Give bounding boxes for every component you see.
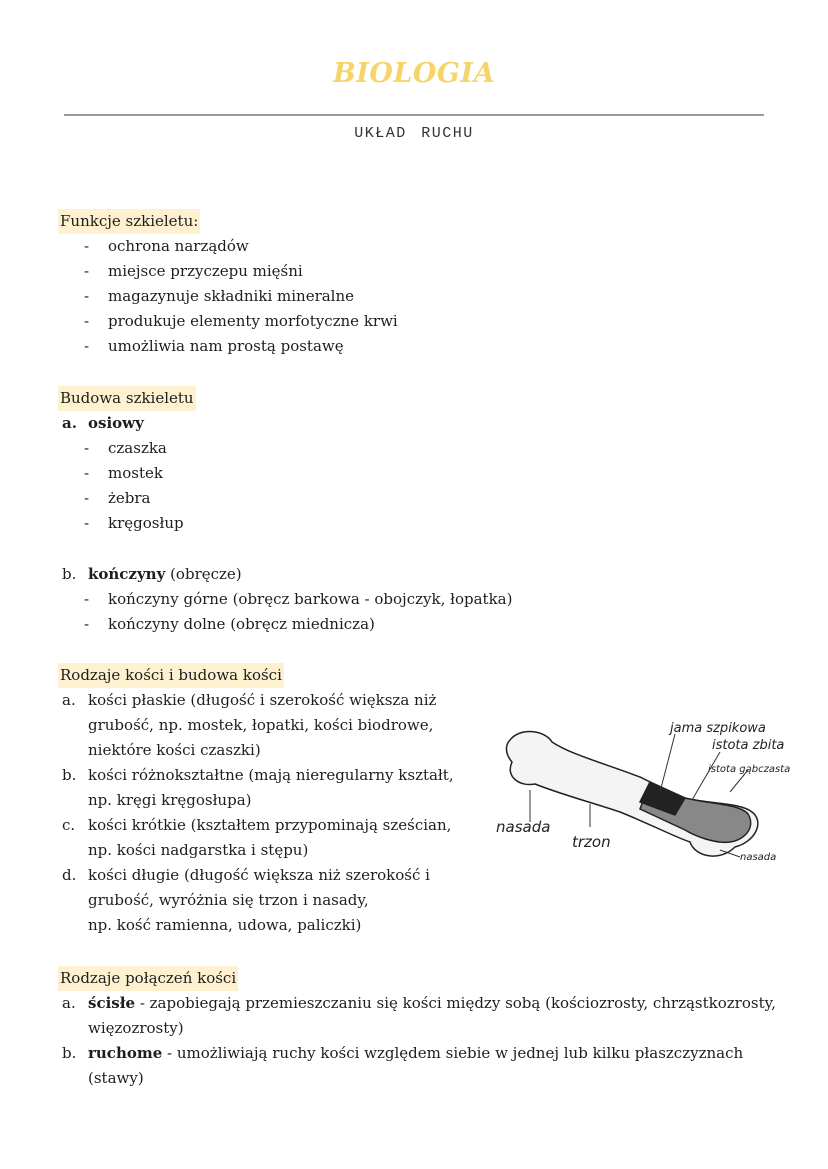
list-item: - miejsce przyczepu mięśni bbox=[84, 262, 303, 280]
svg-text:nasada: nasada bbox=[740, 852, 777, 863]
section-heading: Rodzaje połączeń kości bbox=[58, 966, 238, 991]
joint-type-a: a. ścisłe - zapobiegają przemieszczaniu się kości między sobą (kościozrosty, chrząstkozrosty, więzozrosty) bbox=[62, 994, 776, 1037]
bone-type-b: b. kości różnokształtne (mają nieregularny kształt, np. kręgi kręgosłupa) bbox=[62, 766, 454, 809]
list-item: - kończyny dolne (obręcz miednicza) bbox=[84, 615, 375, 633]
section-heading: Rodzaje kości i budowa kości bbox=[58, 663, 284, 688]
bone-type-a: a. kości płaskie (długość i szerokość większa niż grubość, np. mostek, łopatki, kości biodrowe, niektóre kości czaszki) bbox=[62, 691, 437, 759]
axial-list bbox=[58, 436, 512, 536]
list-item: - mostek bbox=[84, 464, 163, 482]
list-item: - umożliwia nam prostą postawę bbox=[84, 337, 344, 355]
svg-text:trzon: trzon bbox=[572, 833, 611, 851]
list-item: - kończyny górne (obręcz barkowa - obojczyk, łopatka) bbox=[84, 590, 513, 608]
long-bone-diagram bbox=[490, 712, 800, 872]
svg-text:istota gąbczasta: istota gąbczasta bbox=[708, 764, 791, 775]
document-subtitle: UKŁAD RUCHU bbox=[354, 125, 474, 142]
section-joints bbox=[58, 966, 778, 1091]
svg-text:istota zbita: istota zbita bbox=[712, 738, 785, 753]
section-structure bbox=[58, 386, 512, 637]
section-functions bbox=[58, 209, 398, 359]
list-item: - czaszka bbox=[84, 439, 167, 457]
list-item: - ochrona narządów bbox=[84, 237, 249, 255]
bone-type-d: d. kości długie (długość większa niż szerokość i grubość, wyróżnia się trzon i nasady, np. kość ramienna, udowa, paliczki) bbox=[62, 866, 430, 934]
list-item: - produkuje elementy morfotyczne krwi bbox=[84, 312, 398, 330]
bone-type-c: c. kości krótkie (kształtem przypominają sześcian, np. kości nadgarstka i stępu) bbox=[62, 816, 452, 859]
title-divider bbox=[64, 114, 764, 116]
list-item: - żebra bbox=[84, 489, 151, 507]
section-bone-types bbox=[58, 663, 454, 938]
section-heading: Funkcje szkieletu: bbox=[58, 209, 200, 234]
functions-list bbox=[58, 234, 398, 359]
document-title: BIOLOGIA bbox=[332, 58, 496, 89]
list-item: - kręgosłup bbox=[84, 514, 184, 532]
limbs-list bbox=[58, 587, 512, 637]
list-item: - magazynuje składniki mineralne bbox=[84, 287, 355, 305]
section-heading: Budowa szkieletu bbox=[58, 386, 196, 411]
structure-item-b: b. kończyny (obręcze) bbox=[62, 565, 242, 583]
svg-text:jama szpikowa: jama szpikowa bbox=[670, 721, 766, 736]
svg-text:nasada: nasada bbox=[496, 818, 551, 836]
structure-item-a: a. osiowy bbox=[62, 414, 144, 432]
joint-type-b: b. ruchome - umożliwiają ruchy kości względem siebie w jednej lub kilku płaszczyznach (stawy) bbox=[62, 1044, 744, 1087]
